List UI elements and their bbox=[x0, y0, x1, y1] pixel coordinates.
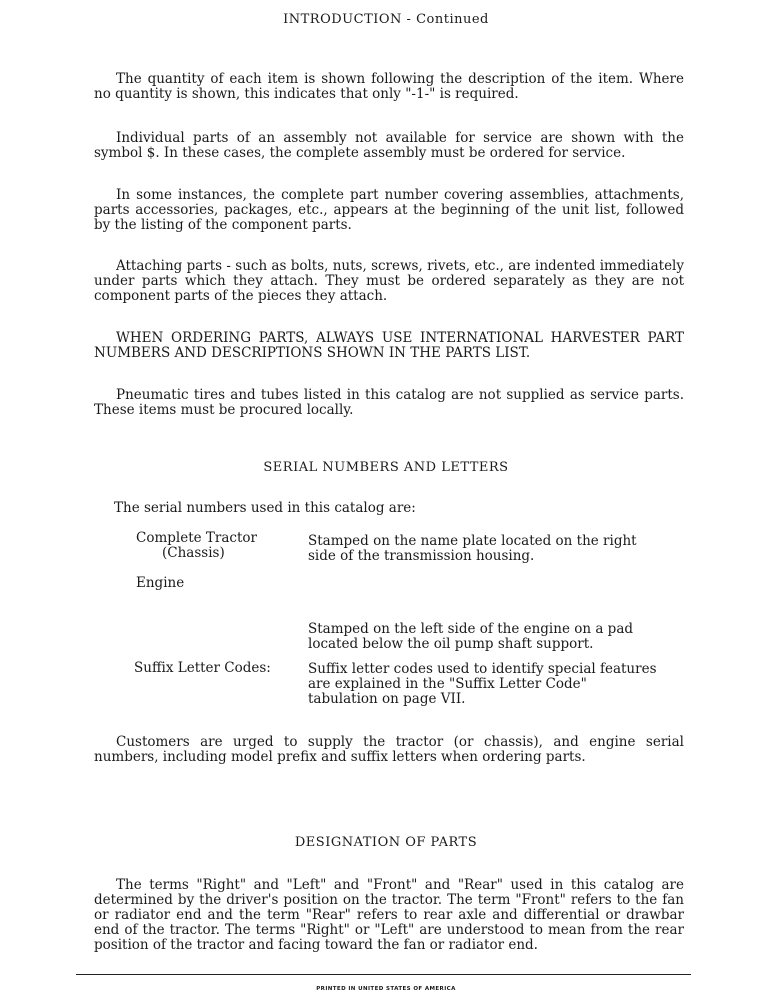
paragraph-ordering-parts bbox=[94, 331, 684, 361]
serial-intro: The serial numbers used in this catalog are: bbox=[114, 500, 416, 516]
chassis-label: (Chassis) bbox=[162, 545, 225, 561]
paragraph-individual-parts bbox=[94, 131, 684, 161]
footer-rule bbox=[76, 974, 691, 975]
engine-label: Engine bbox=[136, 575, 185, 591]
paragraph-designation bbox=[94, 878, 684, 953]
paragraph-part-number-text: In some instances, the complete part number covering assemblies, attachments, parts accessories, packages, etc., appears at the beginning of the unit list, followed by the listing of the component parts. bbox=[94, 187, 684, 233]
paragraph-quantity bbox=[94, 72, 684, 102]
tractor-label: Complete Tractor bbox=[136, 530, 257, 546]
paragraph-customers bbox=[94, 735, 684, 765]
suffix-label: Suffix Letter Codes: bbox=[134, 660, 271, 676]
paragraph-ordering-parts-text: WHEN ORDERING PARTS, ALWAYS USE INTERNATIONAL HARVESTER PART NUMBERS AND DESCRIPTIONS SHOWN IN THE PARTS LIST. bbox=[94, 330, 684, 361]
paragraph-attaching-parts bbox=[94, 259, 684, 304]
paragraph-attaching-parts-text: Attaching parts - such as bolts, nuts, screws, rivets, etc., are indented immediately under parts which they attach. They must be ordered separately as they are not component parts of the pieces they attach. bbox=[94, 258, 684, 304]
paragraph-individual-parts-text: Individual parts of an assembly not available for service are shown with the symbol $. In these cases, the complete assembly must be ordered for service. bbox=[94, 130, 684, 161]
paragraph-part-number bbox=[94, 188, 684, 233]
footer-text: PRINTED IN UNITED STATES OF AMERICA bbox=[316, 986, 456, 992]
page-title: INTRODUCTION - Continued bbox=[283, 12, 489, 27]
paragraph-customers-text: Customers are urged to supply the tractor (or chassis), and engine serial numbers, including model prefix and suffix letters when ordering parts. bbox=[94, 734, 684, 765]
suffix-description: Suffix letter codes used to identify special features are explained in the "Suffix Letter Code" tabulation on page VII. bbox=[308, 661, 657, 707]
paragraph-pneumatic-tires-text: Pneumatic tires and tubes listed in this catalog are not supplied as service parts. These items must be procured locally. bbox=[94, 387, 684, 418]
designation-heading: DESIGNATION OF PARTS bbox=[294, 835, 478, 850]
serial-heading: SERIAL NUMBERS AND LETTERS bbox=[263, 460, 509, 475]
tractor-description: Stamped on the name plate located on the right side of the transmission housing. bbox=[308, 533, 637, 564]
paragraph-quantity-text: The quantity of each item is shown following the description of the item. Where no quantity is shown, this indicates that only "-1-" is required. bbox=[94, 71, 684, 102]
paragraph-pneumatic-tires bbox=[94, 388, 684, 418]
engine-description: Stamped on the left side of the engine on a pad located below the oil pump shaft support. bbox=[308, 621, 634, 652]
paragraph-designation-text: The terms "Right" and "Left" and "Front" and "Rear" used in this catalog are determined by the driver's position on the tractor. The term "Front" refers to the fan or radiator end and the term "Rear" refers to rear axle and differential or drawbar end of the tractor. The terms "Right" or "Left" are understood to mean from the rear position of the tractor and facing toward the fan or radiator end. bbox=[94, 877, 684, 953]
